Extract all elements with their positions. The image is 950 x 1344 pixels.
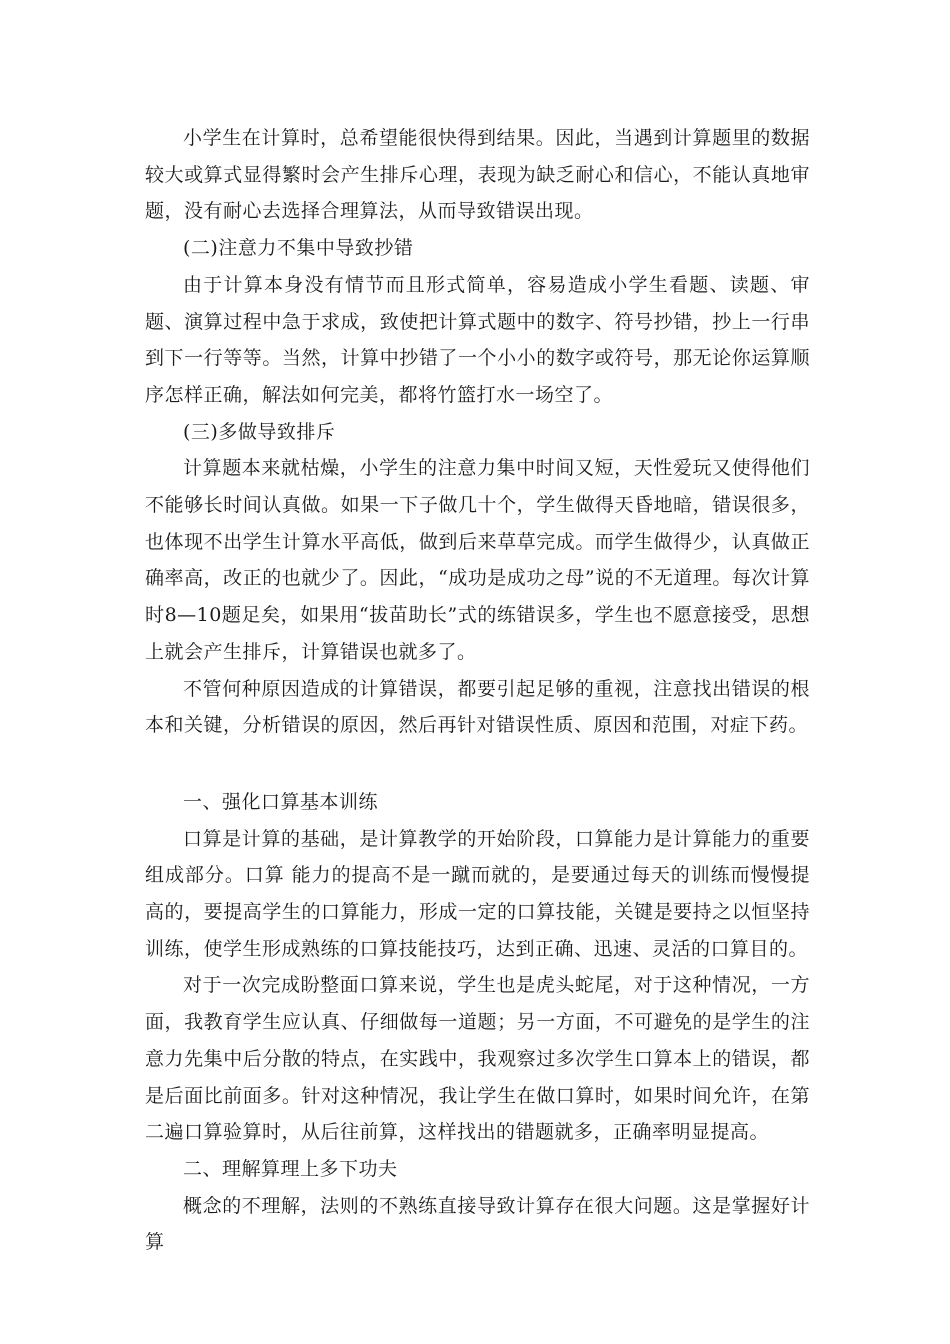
paragraph: 不管何种原因造成的计算错误，都要引起足够的重视，注意找出错误的根本和关键，分析错误的原因，然后再针对错误性质、原因和范围，对症下药。 — [145, 677, 810, 737]
paragraph: 概念的不理解，法则的不熟练直接导致计算存在很大问题。这是掌握好计算 — [145, 1194, 810, 1254]
section-heading: (二)注意力不集中导致抄错 — [183, 237, 414, 260]
paragraph: 对于一次完成盼整面口算来说，学生也是虎头蛇尾，对于这种情况，一方面，我教育学生应认真、仔细做每一道题；另一方面，不可避免的是学生的注意力先集中后分散的特点，在实践中，我观察过多次学生口算本上的错误，都是后面比前面多。针对这种情况，我让学生在做口算时，如果时间允许，在第二遍口算验算时，从后往前算，这样找出的错题就多，正确率明显提高。 — [145, 974, 810, 1144]
paragraph: 口算是计算的基础，是计算教学的开始阶段，口算能力是计算能力的重要组成部分。口算 能力的提高不是一蹴而就的，是要通过每天的训练而慢慢提高的，要提高学生的口算能力，形成一定的口算技能，关键是要持之以恒坚持训练，使学生形成熟练的口算技能技巧，达到正确、迅速、灵活的口算目的。 — [145, 827, 810, 960]
paragraph: 由于计算本身没有情节而且形式简单，容易造成小学生看题、读题、审题、演算过程中急于求成，致使把计算式题中的数字、符号抄错，抄上一行串到下一行等等。当然，计算中抄错了一个小小的数字或符号，那无论你运算顺序怎样正确，解法如何完美，都将竹篮打水一场空了。 — [145, 273, 810, 406]
section-heading: 二、理解算理上多下功夫 — [183, 1157, 398, 1180]
paragraph: 小学生在计算时，总希望能很快得到结果。因此，当遇到计算题里的数据较大或算式显得繁时会产生排斥心理，表现为缺乏耐心和信心，不能认真地审题，没有耐心去选择合理算法，从而导致错误出现。 — [145, 127, 810, 223]
section-heading: 一、强化口算基本训练 — [183, 790, 379, 813]
section-heading: (三)多做导致排斥 — [183, 420, 336, 443]
blank-gap — [145, 744, 810, 784]
paragraph: 计算题本来就枯燥，小学生的注意力集中时间又短，天性爱玩又使得他们不能够长时间认真做。如果一下子做几十个，学生做得天昏地暗，错误很多，也体现不出学生计算水平高低，做到后来草草完成。而学生做得少，认真做正确率高，改正的也就少了。因此，“成功是成功之母”说的不无道理。每次计算时8—10题足矣，如果用“拔苗助长”式的练错误多，学生也不愿意接受，思想上就会产生排斥，计算错误也就多了。 — [145, 457, 810, 663]
